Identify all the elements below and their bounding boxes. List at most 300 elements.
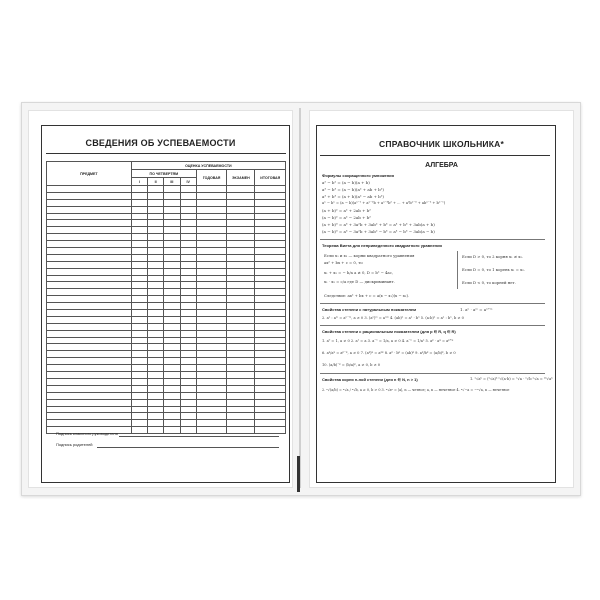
grade-cell[interactable] <box>180 268 196 275</box>
grade-cell[interactable] <box>148 427 164 434</box>
grade-cell[interactable] <box>164 248 180 255</box>
grade-cell[interactable] <box>255 337 286 344</box>
grade-cell[interactable] <box>196 344 226 351</box>
grade-cell[interactable] <box>47 372 132 379</box>
grade-cell[interactable] <box>255 199 286 206</box>
grade-cell[interactable] <box>164 378 180 385</box>
grade-cell[interactable] <box>148 289 164 296</box>
rat-line: 1. a⁰ = 1, a ≠ 0 2. a¹ = a 3. a⁻¹ = 1/a, a ≠ 0 4. a⁻ⁿ = 1/aⁿ 5. aᵖ · aᵠ = aᵖ⁺ᵠ <box>322 339 454 343</box>
grade-cell[interactable] <box>196 372 226 379</box>
grade-cell[interactable] <box>255 296 286 303</box>
grade-cell[interactable] <box>131 275 147 282</box>
grade-cell[interactable] <box>180 186 196 193</box>
grade-cell[interactable] <box>180 392 196 399</box>
grade-cell[interactable] <box>180 227 196 234</box>
grade-cell[interactable] <box>131 406 147 413</box>
grade-cell[interactable] <box>164 344 180 351</box>
grade-cell[interactable] <box>131 199 147 206</box>
grade-cell[interactable] <box>196 186 226 193</box>
grade-cell[interactable] <box>148 261 164 268</box>
grade-cell[interactable] <box>180 406 196 413</box>
grade-cell[interactable] <box>131 282 147 289</box>
grade-cell[interactable] <box>196 385 226 392</box>
notebook-spine <box>299 108 301 488</box>
grade-cell[interactable] <box>255 206 286 213</box>
sign-parents-line[interactable] <box>97 447 279 448</box>
grade-cell[interactable] <box>255 316 286 323</box>
grade-cell[interactable] <box>227 378 255 385</box>
grade-cell[interactable] <box>227 220 255 227</box>
grade-cell[interactable] <box>164 192 180 199</box>
grade-cell[interactable] <box>180 303 196 310</box>
grade-cell[interactable] <box>164 206 180 213</box>
grade-cell[interactable] <box>164 282 180 289</box>
grade-cell[interactable] <box>47 337 132 344</box>
grade-cell[interactable] <box>164 296 180 303</box>
grade-cell[interactable] <box>255 385 286 392</box>
grade-cell[interactable] <box>164 289 180 296</box>
grade-cell[interactable] <box>164 427 180 434</box>
grade-cell[interactable] <box>131 254 147 261</box>
grade-cell[interactable] <box>180 378 196 385</box>
grade-cell[interactable] <box>47 323 132 330</box>
grade-cell[interactable] <box>148 337 164 344</box>
grade-cell[interactable] <box>148 310 164 317</box>
grade-cell[interactable] <box>131 330 147 337</box>
grade-cell[interactable] <box>148 351 164 358</box>
grade-cell[interactable] <box>227 337 255 344</box>
grade-cell[interactable] <box>164 399 180 406</box>
grade-cell[interactable] <box>148 268 164 275</box>
grade-cell[interactable] <box>164 303 180 310</box>
grade-cell[interactable] <box>131 241 147 248</box>
grade-cell[interactable] <box>131 344 147 351</box>
grade-cell[interactable] <box>164 351 180 358</box>
grade-cell[interactable] <box>227 420 255 427</box>
grade-cell[interactable] <box>180 220 196 227</box>
grade-cell[interactable] <box>227 344 255 351</box>
grade-cell[interactable] <box>131 234 147 241</box>
grade-cell[interactable] <box>255 289 286 296</box>
grade-cell[interactable] <box>164 227 180 234</box>
grade-cell[interactable] <box>131 303 147 310</box>
grade-cell[interactable] <box>227 351 255 358</box>
grade-cell[interactable] <box>227 296 255 303</box>
grade-cell[interactable] <box>47 385 132 392</box>
grade-cell[interactable] <box>47 213 132 220</box>
grade-cell[interactable] <box>148 358 164 365</box>
grade-cell[interactable] <box>180 323 196 330</box>
grade-cell[interactable] <box>180 399 196 406</box>
grade-cell[interactable] <box>47 282 132 289</box>
grade-cell[interactable] <box>148 220 164 227</box>
grade-cell[interactable] <box>227 406 255 413</box>
grade-cell[interactable] <box>196 241 226 248</box>
grade-cell[interactable] <box>255 310 286 317</box>
grade-cell[interactable] <box>255 392 286 399</box>
grade-cell[interactable] <box>227 254 255 261</box>
grade-cell[interactable] <box>180 241 196 248</box>
grade-cell[interactable] <box>227 310 255 317</box>
grade-cell[interactable] <box>196 316 226 323</box>
grade-cell[interactable] <box>180 427 196 434</box>
grade-cell[interactable] <box>255 344 286 351</box>
grade-cell[interactable] <box>180 289 196 296</box>
grade-cell[interactable] <box>227 186 255 193</box>
grade-cell[interactable] <box>164 392 180 399</box>
grade-cell[interactable] <box>255 323 286 330</box>
grade-cell[interactable] <box>196 406 226 413</box>
grade-cell[interactable] <box>47 330 132 337</box>
grade-cell[interactable] <box>47 413 132 420</box>
grade-cell[interactable] <box>255 303 286 310</box>
grade-cell[interactable] <box>227 427 255 434</box>
grade-cell[interactable] <box>148 199 164 206</box>
grade-cell[interactable] <box>131 213 147 220</box>
left-page-title: СВЕДЕНИЯ ОБ УСПЕВАЕМОСТИ <box>85 138 236 148</box>
grade-cell[interactable] <box>131 206 147 213</box>
grade-cell[interactable] <box>164 199 180 206</box>
grade-cell[interactable] <box>255 241 286 248</box>
grade-cell[interactable] <box>47 358 132 365</box>
grade-cell[interactable] <box>47 206 132 213</box>
grade-cell[interactable] <box>131 372 147 379</box>
vieta-heading: Теорема Виета для неприведенного квадратного уравнения <box>322 243 442 248</box>
grade-cell[interactable] <box>227 392 255 399</box>
grade-cell[interactable] <box>196 365 226 372</box>
grade-cell[interactable] <box>148 385 164 392</box>
grade-cell[interactable] <box>180 358 196 365</box>
grade-cell[interactable] <box>148 282 164 289</box>
grade-cell[interactable] <box>180 372 196 379</box>
grade-cell[interactable] <box>47 365 132 372</box>
grade-cell[interactable] <box>47 234 132 241</box>
grade-cell[interactable] <box>196 378 226 385</box>
grade-cell[interactable] <box>227 234 255 241</box>
grade-cell[interactable] <box>255 248 286 255</box>
grade-cell[interactable] <box>196 413 226 420</box>
grade-cell[interactable] <box>227 385 255 392</box>
grade-cell[interactable] <box>148 323 164 330</box>
grade-cell[interactable] <box>227 358 255 365</box>
grade-cell[interactable] <box>255 234 286 241</box>
grade-cell[interactable] <box>47 378 132 385</box>
grade-cell[interactable] <box>131 399 147 406</box>
grade-cell[interactable] <box>196 199 226 206</box>
grade-cell[interactable] <box>180 310 196 317</box>
grade-cell[interactable] <box>47 310 132 317</box>
grade-cell[interactable] <box>131 337 147 344</box>
grade-cell[interactable] <box>47 241 132 248</box>
grade-cell[interactable] <box>131 358 147 365</box>
col-year: ГОДОВАЯ <box>196 170 226 186</box>
grade-cell[interactable] <box>196 427 226 434</box>
grade-cell[interactable] <box>148 248 164 255</box>
grade-cell[interactable] <box>148 234 164 241</box>
grade-cell[interactable] <box>47 296 132 303</box>
grade-cell[interactable] <box>47 227 132 234</box>
grade-cell[interactable] <box>227 206 255 213</box>
grade-cell[interactable] <box>196 192 226 199</box>
grade-cell[interactable] <box>180 275 196 282</box>
grade-cell[interactable] <box>131 316 147 323</box>
grade-cell[interactable] <box>131 365 147 372</box>
section-divider <box>320 239 545 240</box>
grade-cell[interactable] <box>227 248 255 255</box>
grade-cell[interactable] <box>180 234 196 241</box>
grade-cell[interactable] <box>180 385 196 392</box>
grade-cell[interactable] <box>227 199 255 206</box>
grade-cell[interactable] <box>255 227 286 234</box>
grade-cell[interactable] <box>196 351 226 358</box>
grade-cell[interactable] <box>164 406 180 413</box>
grade-cell[interactable] <box>255 186 286 193</box>
grade-cell[interactable] <box>227 227 255 234</box>
grade-cell[interactable] <box>164 337 180 344</box>
grade-cell[interactable] <box>196 323 226 330</box>
grade-cell[interactable] <box>255 365 286 372</box>
grade-cell[interactable] <box>164 316 180 323</box>
grade-cell[interactable] <box>227 330 255 337</box>
grade-cell[interactable] <box>131 220 147 227</box>
grade-cell[interactable] <box>47 351 132 358</box>
grade-cell[interactable] <box>47 420 132 427</box>
grade-cell[interactable] <box>47 220 132 227</box>
grade-cell[interactable] <box>196 399 226 406</box>
grade-cell[interactable] <box>47 261 132 268</box>
grade-cell[interactable] <box>148 344 164 351</box>
grade-cell[interactable] <box>255 275 286 282</box>
grade-cell[interactable] <box>131 248 147 255</box>
grade-cell[interactable] <box>255 213 286 220</box>
grade-cell[interactable] <box>148 372 164 379</box>
grade-cell[interactable] <box>164 323 180 330</box>
grade-cell[interactable] <box>131 413 147 420</box>
grade-cell[interactable] <box>131 351 147 358</box>
grade-cell[interactable] <box>255 192 286 199</box>
grade-cell[interactable] <box>131 378 147 385</box>
grade-cell[interactable] <box>180 330 196 337</box>
table-row <box>47 323 286 330</box>
grade-cell[interactable] <box>180 254 196 261</box>
grade-cell[interactable] <box>148 365 164 372</box>
grade-cell[interactable] <box>196 213 226 220</box>
grade-cell[interactable] <box>196 234 226 241</box>
grade-cell[interactable] <box>196 289 226 296</box>
grade-cell[interactable] <box>255 420 286 427</box>
grade-cell[interactable] <box>255 254 286 261</box>
grade-cell[interactable] <box>180 337 196 344</box>
grade-cell[interactable] <box>148 213 164 220</box>
grade-cell[interactable] <box>131 192 147 199</box>
grade-cell[interactable] <box>131 261 147 268</box>
sign-teacher-line[interactable] <box>119 436 279 437</box>
grade-cell[interactable] <box>164 310 180 317</box>
grade-cell[interactable] <box>227 268 255 275</box>
grade-cell[interactable] <box>148 275 164 282</box>
grade-cell[interactable] <box>196 392 226 399</box>
grade-cell[interactable] <box>131 296 147 303</box>
grade-cell[interactable] <box>148 186 164 193</box>
grade-cell[interactable] <box>164 275 180 282</box>
grade-cell[interactable] <box>255 282 286 289</box>
grade-cell[interactable] <box>148 420 164 427</box>
grade-cell[interactable] <box>148 192 164 199</box>
grade-cell[interactable] <box>227 365 255 372</box>
grade-cell[interactable] <box>131 186 147 193</box>
sign-parents-label: Подпись родителей <box>56 442 93 447</box>
grade-cell[interactable] <box>227 275 255 282</box>
grade-cell[interactable] <box>47 406 132 413</box>
grade-cell[interactable] <box>227 303 255 310</box>
grade-cell[interactable] <box>148 378 164 385</box>
grade-cell[interactable] <box>131 289 147 296</box>
grade-cell[interactable] <box>131 268 147 275</box>
grade-cell[interactable] <box>227 241 255 248</box>
grade-cell[interactable] <box>227 316 255 323</box>
grade-cell[interactable] <box>255 351 286 358</box>
grade-cell[interactable] <box>164 420 180 427</box>
grade-cell[interactable] <box>164 372 180 379</box>
grade-cell[interactable] <box>227 192 255 199</box>
grade-cell[interactable] <box>180 282 196 289</box>
grade-cell[interactable] <box>227 261 255 268</box>
grade-cell[interactable] <box>131 310 147 317</box>
grade-cell[interactable] <box>47 275 132 282</box>
grade-cell[interactable] <box>131 392 147 399</box>
grade-cell[interactable] <box>148 296 164 303</box>
grade-cell[interactable] <box>148 254 164 261</box>
grade-cell[interactable] <box>227 282 255 289</box>
grade-cell[interactable] <box>255 399 286 406</box>
grade-cell[interactable] <box>196 337 226 344</box>
grade-cell[interactable] <box>148 330 164 337</box>
grade-cell[interactable] <box>255 413 286 420</box>
grade-cell[interactable] <box>164 268 180 275</box>
grade-cell[interactable] <box>47 268 132 275</box>
grade-cell[interactable] <box>47 254 132 261</box>
grade-cell[interactable] <box>47 192 132 199</box>
grade-cell[interactable] <box>196 358 226 365</box>
grade-cell[interactable] <box>180 261 196 268</box>
grade-cell[interactable] <box>164 365 180 372</box>
grade-cell[interactable] <box>196 220 226 227</box>
grade-cell[interactable] <box>148 303 164 310</box>
grade-cell[interactable] <box>164 234 180 241</box>
grade-cell[interactable] <box>47 316 132 323</box>
grade-cell[interactable] <box>255 330 286 337</box>
grade-cell[interactable] <box>164 241 180 248</box>
grade-cell[interactable] <box>47 248 132 255</box>
grade-cell[interactable] <box>47 186 132 193</box>
grade-cell[interactable] <box>180 351 196 358</box>
grade-cell[interactable] <box>255 378 286 385</box>
grade-cell[interactable] <box>164 385 180 392</box>
grade-cell[interactable] <box>180 296 196 303</box>
grade-cell[interactable] <box>255 406 286 413</box>
grade-cell[interactable] <box>196 296 226 303</box>
grade-cell[interactable] <box>255 427 286 434</box>
grade-cell[interactable] <box>180 344 196 351</box>
grade-cell[interactable] <box>196 261 226 268</box>
grade-cell[interactable] <box>196 268 226 275</box>
grade-cell[interactable] <box>196 303 226 310</box>
grade-cell[interactable] <box>47 289 132 296</box>
grade-cell[interactable] <box>227 372 255 379</box>
grade-cell[interactable] <box>164 213 180 220</box>
grade-cell[interactable] <box>148 227 164 234</box>
grade-cell[interactable] <box>227 289 255 296</box>
grade-cell[interactable] <box>148 392 164 399</box>
grade-cell[interactable] <box>148 206 164 213</box>
grade-cell[interactable] <box>148 399 164 406</box>
grade-cell[interactable] <box>47 199 132 206</box>
grade-cell[interactable] <box>131 323 147 330</box>
grade-cell[interactable] <box>47 399 132 406</box>
grade-cell[interactable] <box>164 220 180 227</box>
grade-cell[interactable] <box>47 344 132 351</box>
grade-cell[interactable] <box>227 213 255 220</box>
grade-cell[interactable] <box>255 372 286 379</box>
grade-cell[interactable] <box>180 248 196 255</box>
right-page <box>309 110 574 488</box>
grade-cell[interactable] <box>196 310 226 317</box>
grade-cell[interactable] <box>255 268 286 275</box>
grade-cell[interactable] <box>196 254 226 261</box>
grade-cell[interactable] <box>180 420 196 427</box>
grade-cell[interactable] <box>164 413 180 420</box>
grade-cell[interactable] <box>164 254 180 261</box>
grade-cell[interactable] <box>180 316 196 323</box>
col-quarter-2: II <box>148 178 164 186</box>
grade-cell[interactable] <box>180 365 196 372</box>
grade-cell[interactable] <box>196 330 226 337</box>
grade-cell[interactable] <box>180 192 196 199</box>
grade-cell[interactable] <box>148 316 164 323</box>
grade-cell[interactable] <box>131 427 147 434</box>
grade-cell[interactable] <box>131 420 147 427</box>
grade-cell[interactable] <box>227 413 255 420</box>
grade-cell[interactable] <box>164 186 180 193</box>
grade-cell[interactable] <box>255 220 286 227</box>
grade-cell[interactable] <box>131 227 147 234</box>
grade-cell[interactable] <box>196 282 226 289</box>
grade-cell[interactable] <box>180 213 196 220</box>
grade-cell[interactable] <box>196 275 226 282</box>
sign-teacher-label: Подпись классного руководителя <box>56 431 118 436</box>
grade-cell[interactable] <box>227 323 255 330</box>
grade-cell[interactable] <box>196 206 226 213</box>
grade-cell[interactable] <box>164 358 180 365</box>
grade-cell[interactable] <box>180 206 196 213</box>
grade-cell[interactable] <box>148 406 164 413</box>
grade-cell[interactable] <box>164 330 180 337</box>
grade-cell[interactable] <box>196 420 226 427</box>
grade-cell[interactable] <box>180 199 196 206</box>
grade-cell[interactable] <box>227 399 255 406</box>
grade-cell[interactable] <box>131 385 147 392</box>
grade-cell[interactable] <box>255 261 286 268</box>
grade-cell[interactable] <box>47 303 132 310</box>
grade-cell[interactable] <box>196 248 226 255</box>
grade-cell[interactable] <box>255 358 286 365</box>
grade-cell[interactable] <box>196 227 226 234</box>
grade-cell[interactable] <box>47 392 132 399</box>
grade-cell[interactable] <box>148 413 164 420</box>
grade-cell[interactable] <box>164 261 180 268</box>
grade-cell[interactable] <box>180 413 196 420</box>
grade-cell[interactable] <box>148 241 164 248</box>
